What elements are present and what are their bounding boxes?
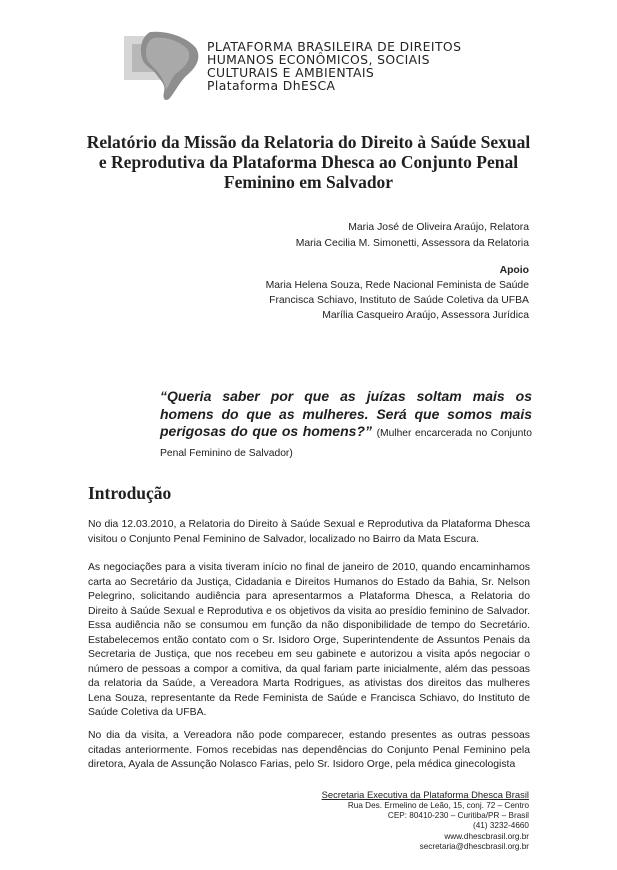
quote-attribution: (Mulher encarcerada no Conjunto Penal Feminino de Salvador) [160,428,532,459]
footer-cep-line: CEP: 80410-230 – Curitiba/PR – Brasil [387,811,529,821]
org-name-line: CULTURAIS E AMBIENTAIS [207,65,375,80]
title-line: Feminino em Salvador [223,172,394,192]
footer-contact [322,789,529,852]
footer-phone-line: (41) 3232-4660 [473,821,529,831]
org-name-line: HUMANOS ECONÔMICOS, SOCIAIS [207,52,430,67]
support-line: Francisca Schiavo, Instituto de Saúde Coletiva da UFBA [269,295,529,306]
org-name-line: Plataforma DhESCA [207,78,336,93]
paragraph: No dia da visita, a Vereadora não pode comparecer, estando presentes as outras pessoas citadas anteriormente. Fomos recebidas nas dependências do Conjunto Penal Feminino pela diretora, Ayala de Assunção Nolasco Farias, pelo Sr. Isidoro Orge, pela médica ginecologista [88,730,530,770]
title-line: e Reprodutiva da Plataforma Dhesca ao Conjunto Penal [98,152,519,172]
paragraph: As negociações para a visita tiveram início no final de janeiro de 2010, quando encaminhamos carta ao Secretário da Justiça, Cidadania e Direitos Humanos do Estado da Bahia, Sr. Nelson Pelegrino, solicitando audiência para apresentarmos a Plataforma Dhesca, a Relatoria do Direito à Saúde Sexual e Reprodutiva e os objetivos da visita ao presídio feminino de Salvador. Essa audiência não se consumou em função da não disponibilidade de tempo do Secretário. Estabelecemos então contato com o Sr. Isidoro Orge, Superintendente de Assuntos Penais da Secretaria de Justiça, que nos recebeu em seu gabinete e autorizou a visita após negociar o número de pessoas a compor a comitiva, da qual fariam parte inicialmente, além das pessoas da relatoria da Saúde, a Vereadora Marta Rodrigues, as ativistas dos direitos das mulheres Lena Souza, representante da Rede Feminista de Saúde e Francisca Schiavo, do Instituto de Saúde Coletiva da UFBA. [88,562,530,718]
footer-email-link[interactable]: secretaria@dhescbrasil.org.br [419,841,529,851]
support-line: Maria Helena Souza, Rede Nacional Feminista de Saúde [265,280,529,291]
organization-name [207,40,527,92]
title-line: Relatório da Missão da Relatoria do Direito à Saúde Sexual [86,132,531,152]
support-line: Marília Casqueiro Araújo, Assessora Jurídica [322,310,529,321]
authors-block [296,220,529,252]
author-line: Maria José de Oliveira Araújo, Relatora [348,222,529,233]
logo-icon [110,28,205,103]
document-title [60,132,557,192]
paragraph: No dia 12.03.2010, a Relatoria do Direito à Saúde Sexual e Reprodutiva da Plataforma Dhesca visitou o Conjunto Penal Feminino de Salvador, localizado no Bairro da Mata Escura. [88,519,530,545]
quote-text: “Queria saber por que as juízas soltam mais os homens do que as mulheres. Será que somos mais perigosas do que os homens?” [160,388,532,440]
footer-address-line: Rua Des. Ermelino de Leão, 15, conj. 72 – Centro [347,801,529,810]
support-block [266,263,529,323]
support-heading: Apoio [499,265,529,276]
footer-org-line: Secretaria Executiva da Plataforma Dhesca Brasil [321,789,529,800]
footer-website-link[interactable]: www.dhescbrasil.org.br [444,831,529,841]
org-name-line: PLATAFORMA BRASILEIRA DE DIREITOS [207,39,462,54]
author-line: Maria Cecilia M. Simonetti, Assessora da Relatoria [295,238,529,249]
epigraph-quote [160,388,532,462]
section-heading: Introdução [88,483,172,503]
